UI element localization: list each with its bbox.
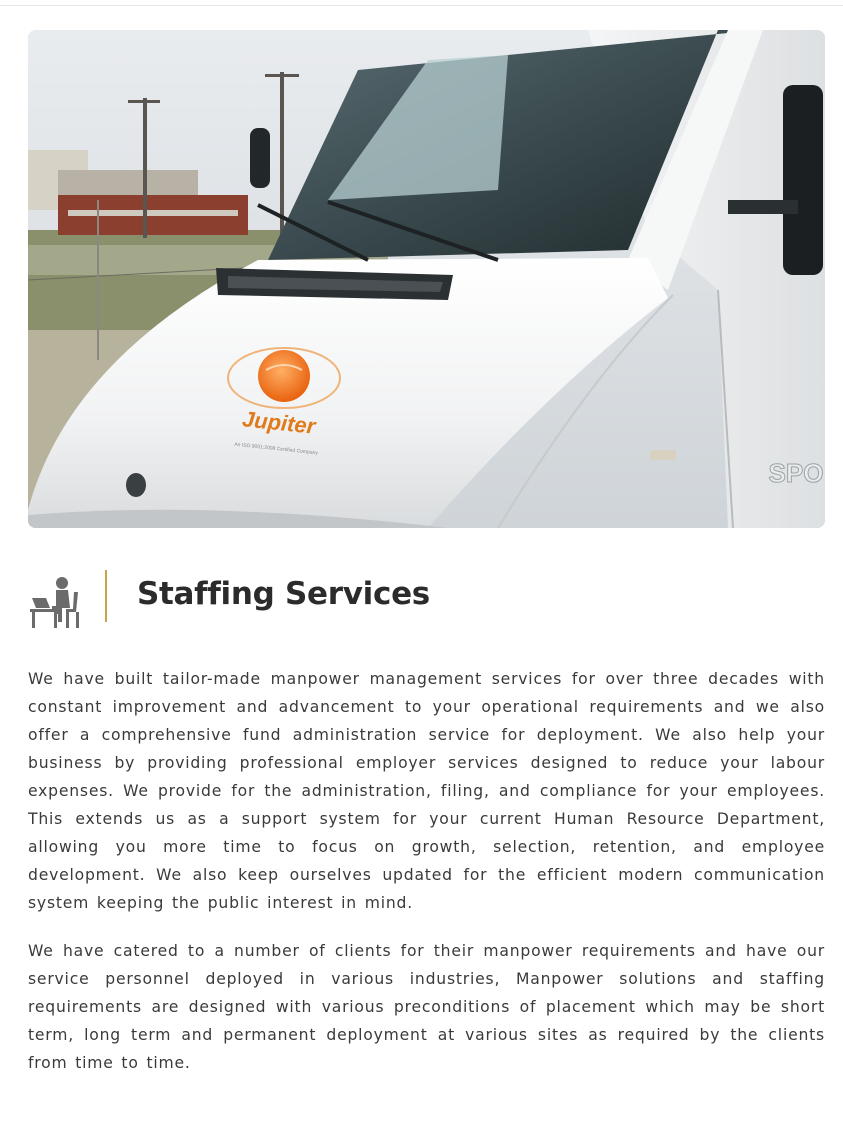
desk-worker-icon	[28, 572, 90, 628]
van-logo-subtext: An ISO 9001:2008 Certified Company	[234, 441, 319, 457]
van-model-text: SPO	[768, 458, 824, 488]
van-logo-text: Jupiter	[240, 406, 317, 439]
body-content	[28, 665, 825, 1097]
hero-image	[28, 30, 825, 528]
section-heading	[28, 566, 825, 628]
top-divider	[0, 0, 843, 6]
heading-divider	[105, 570, 107, 622]
paragraph: We have catered to a number of clients for their manpower requirements and have our service personnel deployed in various industries, Manpower solutions and staffing requirements are designed with various preconditions of placement which may be short term, long term and permanent deployment at various sites as required by the clients from time to time.	[28, 942, 825, 1072]
paragraph: We have built tailor-made manpower management services for over three decades with constant improvement and advancement to your operational requirements and we also offer a comprehensive fund administration service for deployment. We also help your business by providing professional employer services designed to reduce your labour expenses. We provide for the administration, filing, and compliance for your employees. This extends us as a support system for your current Human Resource Department, allowing you more time to focus on growth, selection, retention, and employee development. We also keep ourselves updated for the efficient modern communication system keeping the public interest in mind.	[28, 670, 825, 912]
page-title: Staffing Services	[137, 576, 430, 612]
